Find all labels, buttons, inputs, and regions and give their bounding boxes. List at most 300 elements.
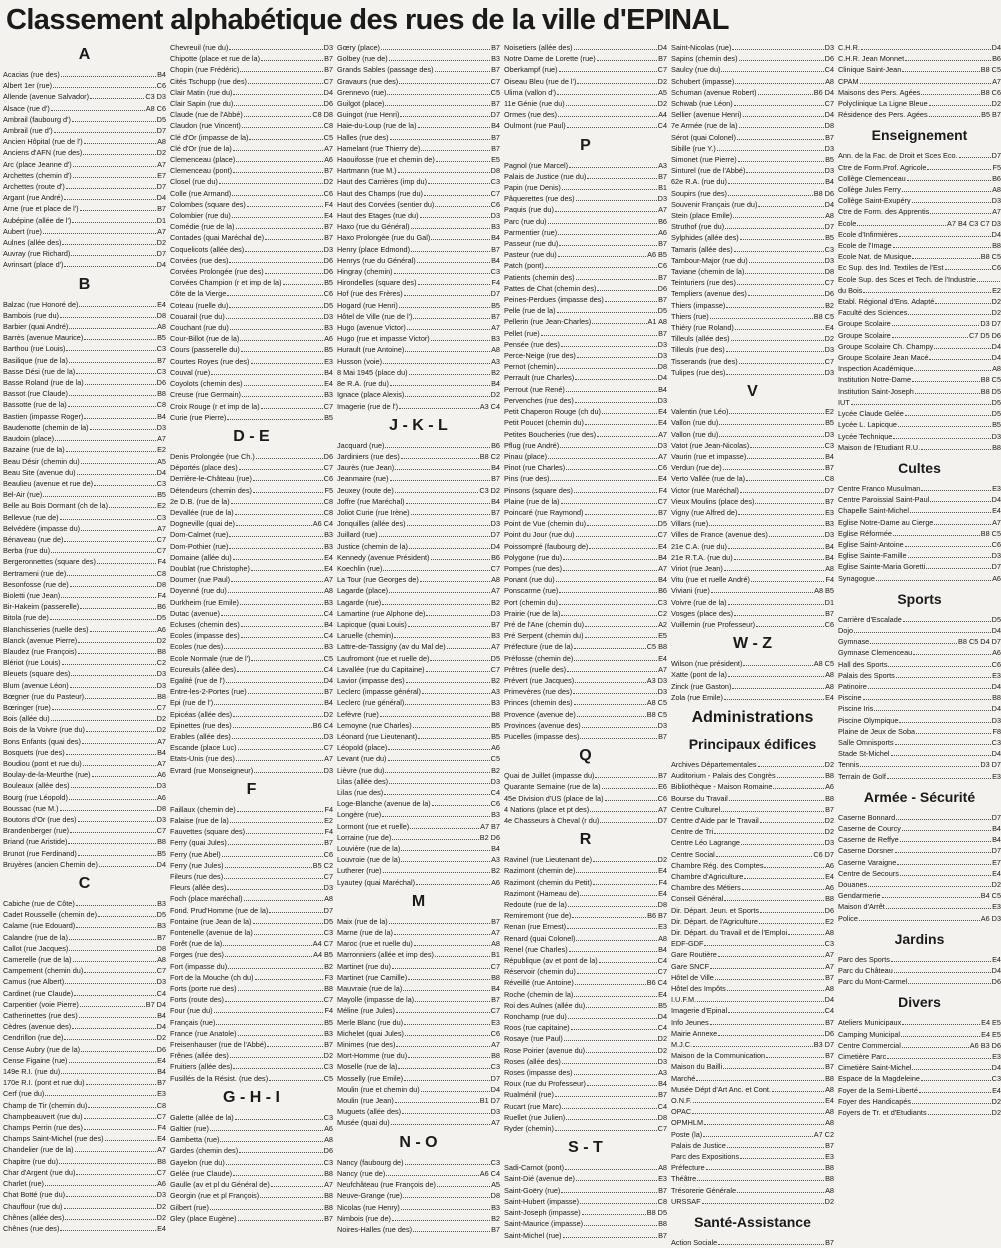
entry-name: Cadet Rousselle (chemin de) xyxy=(3,910,98,920)
dot-leader xyxy=(959,150,991,158)
dot-leader xyxy=(913,647,991,655)
dot-leader xyxy=(66,444,156,452)
index-entry xyxy=(504,899,667,910)
grid-reference: D2 xyxy=(991,1096,1001,1106)
grid-reference: C4 xyxy=(323,631,333,641)
grid-reference: B5 xyxy=(324,278,333,288)
grid-reference: A6 xyxy=(157,1179,166,1189)
index-entry xyxy=(504,42,667,53)
index-entry xyxy=(671,132,834,143)
entry-name: Espace de la Magdeleine xyxy=(838,1074,920,1084)
index-entry xyxy=(671,1196,834,1207)
entry-name: Lycée Technique xyxy=(838,431,893,441)
entry-name: Plaine (rue de la) xyxy=(504,496,560,506)
index-entry xyxy=(3,848,166,859)
dot-leader xyxy=(413,311,490,319)
entry-name: Ambrail (faubourg d') xyxy=(3,114,71,124)
entry-name: Mairie Annexe xyxy=(671,1028,718,1038)
entry-name: Dir. Départ. Jeun. et Sports xyxy=(671,905,760,915)
index-entry xyxy=(337,994,500,1005)
index-entry xyxy=(838,109,1001,120)
dot-leader xyxy=(739,120,824,128)
index-entry xyxy=(838,318,1001,329)
index-entry xyxy=(671,893,834,904)
dot-leader xyxy=(254,765,323,773)
dot-leader xyxy=(421,143,490,151)
dot-leader xyxy=(253,473,323,481)
grid-reference: B6 xyxy=(491,440,500,450)
dot-leader xyxy=(228,961,323,969)
grid-reference: C7 xyxy=(323,872,333,882)
index-entry xyxy=(170,1061,333,1072)
index-entry xyxy=(170,1050,333,1061)
entry-name: Haut des Corvées (sentier du) xyxy=(337,199,435,209)
grid-reference: F4 xyxy=(324,1006,333,1016)
grid-reference: B7 xyxy=(825,1051,834,1061)
entry-name: Foyer de la Semi-Liberté xyxy=(838,1085,918,1095)
dot-leader xyxy=(404,288,490,296)
entry-name: Pinau (place) xyxy=(504,451,547,461)
entry-name: 149e R.I. (rue du) xyxy=(3,1067,61,1077)
grid-reference: A5 xyxy=(658,87,667,97)
index-entry xyxy=(504,720,667,731)
index-entry xyxy=(170,720,333,731)
grid-reference: D4 xyxy=(991,495,1001,505)
dot-leader xyxy=(399,76,489,84)
entry-name: Beau Site (avenue du) xyxy=(3,467,76,477)
dot-leader xyxy=(76,1167,155,1175)
dot-leader xyxy=(574,485,658,493)
entry-name: Forêt (rue de la) xyxy=(170,939,223,949)
grid-reference: B8 xyxy=(825,771,834,781)
dot-leader xyxy=(81,456,156,464)
index-entry xyxy=(671,176,834,187)
index-entry xyxy=(504,227,667,238)
entry-name: Vaurin (rue et impasse) xyxy=(671,451,747,461)
dot-leader xyxy=(73,159,156,167)
dot-leader xyxy=(574,989,657,997)
dot-leader xyxy=(80,203,156,211)
entry-name: Etabl. Régional d'Ens. Adapté xyxy=(838,297,935,307)
index-entry xyxy=(170,574,333,585)
grid-reference: C4 xyxy=(657,956,667,966)
grid-reference: A6 xyxy=(825,782,834,792)
entry-name: Doublat (rue Christophe) xyxy=(170,563,250,573)
index-entry xyxy=(838,64,1001,75)
index-entry xyxy=(170,1005,333,1016)
index-entry xyxy=(3,1144,166,1155)
dot-leader xyxy=(391,1117,490,1125)
index-entry xyxy=(170,849,333,860)
dot-leader xyxy=(729,406,824,414)
entry-name: Collège Saint-Exupéry xyxy=(838,196,911,206)
dot-leader xyxy=(587,518,657,526)
dot-leader xyxy=(561,339,657,347)
grid-reference: A3 xyxy=(491,356,500,366)
index-entry xyxy=(838,53,1001,64)
entry-name: Foch (place maréchal) xyxy=(170,894,243,904)
grid-reference: B4 xyxy=(658,552,667,562)
letter-heading: G - H - I xyxy=(223,1088,280,1106)
grid-reference: D6 xyxy=(824,1028,834,1038)
category-heading: Enseignement xyxy=(871,127,968,144)
grid-reference: D2 xyxy=(156,1201,166,1211)
grid-reference: A6 xyxy=(825,860,834,870)
dot-leader xyxy=(745,266,823,274)
entry-name: Barbier (quai André) xyxy=(3,322,69,332)
entry-name: Marché xyxy=(671,1073,696,1083)
index-entry xyxy=(3,568,166,579)
index-entry xyxy=(504,473,667,484)
entry-name: Gley (place Eugène) xyxy=(170,1213,237,1223)
dot-leader xyxy=(921,87,979,95)
grid-reference: A4 C7 xyxy=(312,939,333,949)
grid-reference: A7 xyxy=(658,451,667,461)
entry-name: Faculté des Sciences xyxy=(838,308,908,318)
grid-reference: F8 xyxy=(992,726,1001,736)
grid-reference: F4 xyxy=(658,485,667,495)
entry-name: Blanck (avenue Pierre) xyxy=(3,635,78,645)
grid-reference: D5 xyxy=(156,613,166,623)
entry-name: Coyolots (chemin des) xyxy=(170,379,243,389)
grid-reference: C8 xyxy=(156,1100,166,1110)
index-entry xyxy=(3,713,166,724)
dot-leader xyxy=(394,630,490,638)
entry-name: du Bois xyxy=(838,285,863,295)
dot-leader xyxy=(54,125,156,133)
index-entry xyxy=(671,440,834,451)
entry-name: Argant (rue André) xyxy=(3,193,64,203)
index-entry xyxy=(504,608,667,619)
entry-name: Croix Rouge (r et imp de la) xyxy=(170,401,260,411)
entry-name: Centre Commercial xyxy=(838,1040,901,1050)
dot-leader xyxy=(236,154,323,162)
index-entry xyxy=(3,758,166,769)
entry-name: Saint-Hubert (impasse) xyxy=(504,1196,580,1206)
entry-name: Aulnes (allée des) xyxy=(3,238,62,248)
index-entry xyxy=(671,681,834,692)
dot-leader xyxy=(69,1055,157,1063)
entry-name: Pinsons (square des) xyxy=(504,485,573,495)
dot-leader xyxy=(706,1162,824,1170)
dot-leader xyxy=(930,494,990,502)
dot-leader xyxy=(773,781,824,789)
dot-leader xyxy=(436,154,490,162)
entry-name: Oiseau Bleu (rue de l') xyxy=(504,76,577,86)
grid-reference: D7 xyxy=(991,151,1001,161)
index-entry xyxy=(671,1017,834,1028)
grid-reference: B6 xyxy=(157,602,166,612)
grid-reference: C6 xyxy=(323,289,333,299)
entry-name: Tennis xyxy=(838,760,860,770)
dot-leader xyxy=(51,713,156,721)
entry-name: Schuman (avenue Robert) xyxy=(671,87,757,97)
index-entry xyxy=(504,451,667,462)
dot-leader xyxy=(435,949,490,957)
index-entry xyxy=(671,300,834,311)
entry-name: Sibille (rue Y.) xyxy=(671,143,716,153)
grid-reference: D2 xyxy=(156,238,166,248)
entry-name: Boussac (rue M.) xyxy=(3,803,59,813)
grid-reference: B4 xyxy=(491,255,500,265)
dot-leader xyxy=(564,1033,657,1041)
entry-name: Victor (rue Maréchal) xyxy=(671,485,739,495)
dot-leader xyxy=(868,681,991,689)
grid-reference: D8 xyxy=(156,310,166,320)
entry-name: Léopold (place) xyxy=(337,743,388,753)
entry-name: Curie (rue Pierre) xyxy=(170,412,227,422)
dot-leader xyxy=(399,300,490,308)
entry-name: Corvées Prolongée (rue des) xyxy=(170,267,264,277)
grid-reference: D3 xyxy=(657,1056,667,1066)
dot-leader xyxy=(67,568,155,576)
dot-leader xyxy=(238,1028,324,1036)
grid-reference: B7 xyxy=(491,619,500,629)
dot-leader xyxy=(251,653,322,661)
dot-leader xyxy=(416,877,490,885)
entry-name: Fusillés de la Résist. (rue des) xyxy=(170,1073,269,1083)
entry-name: Voivre (rue de la) xyxy=(671,597,727,607)
index-entry xyxy=(170,221,333,232)
dot-leader xyxy=(902,64,979,72)
dot-leader xyxy=(405,697,490,705)
entry-name: Mort-Homme (rue du) xyxy=(337,1051,408,1061)
index-entry xyxy=(838,397,1001,408)
dot-leader xyxy=(386,1168,478,1176)
index-column xyxy=(671,42,834,1248)
grid-reference: A3 xyxy=(658,1068,667,1078)
grid-reference: A7 xyxy=(157,159,166,169)
grid-reference: C3 xyxy=(991,1074,1001,1084)
entry-name: Martinet (rue Camille) xyxy=(337,972,408,982)
dot-leader xyxy=(743,109,824,117)
dot-leader xyxy=(725,221,824,229)
index-entry xyxy=(504,372,667,383)
entry-name: 45e Division d'US (place de la) xyxy=(504,793,604,803)
dot-leader xyxy=(409,367,490,375)
grid-reference: D2 xyxy=(156,1033,166,1043)
dot-leader xyxy=(72,114,156,122)
dot-leader xyxy=(61,1066,156,1074)
index-entry xyxy=(337,798,500,809)
dot-leader xyxy=(403,1190,489,1198)
grid-reference: D3 xyxy=(323,43,333,52)
index-entry xyxy=(838,636,1001,647)
index-entry xyxy=(838,614,1001,625)
dot-leader xyxy=(882,890,980,898)
entry-name: Bois de la Voivre (rue du) xyxy=(3,725,85,735)
dot-leader xyxy=(447,641,490,649)
grid-reference: A7 xyxy=(658,205,667,215)
dot-leader xyxy=(605,294,657,302)
entry-name: Halles (rue des) xyxy=(337,132,389,142)
index-entry xyxy=(170,1112,333,1123)
grid-reference: B6 B7 xyxy=(647,911,667,921)
entry-name: Chandelier (rue de la) xyxy=(3,1145,74,1155)
dot-leader xyxy=(216,1017,323,1025)
entry-name: Cerf (rue du) xyxy=(3,1089,45,1099)
index-entry xyxy=(504,216,667,227)
index-entry xyxy=(170,837,333,848)
grid-reference: E3 xyxy=(992,670,1001,680)
index-entry xyxy=(838,954,1001,965)
grid-reference: B6 xyxy=(992,173,1001,183)
dot-leader xyxy=(251,356,324,364)
index-entry xyxy=(504,316,667,327)
entry-name: Tisserands (rue des) xyxy=(671,356,738,366)
index-entry xyxy=(504,865,667,876)
grid-reference: E4 xyxy=(157,1223,166,1233)
index-section xyxy=(337,415,500,888)
index-entry xyxy=(504,815,667,826)
grid-reference: D6 xyxy=(323,99,333,109)
index-entry xyxy=(3,612,166,623)
letter-heading: W - Z xyxy=(732,635,773,653)
dot-leader xyxy=(43,226,156,234)
grid-reference: B6 xyxy=(992,54,1001,64)
grid-reference: D4 xyxy=(991,341,1001,351)
dot-leader xyxy=(65,976,155,984)
dot-leader xyxy=(584,1218,657,1226)
index-entry xyxy=(337,854,500,865)
grid-reference: B8 xyxy=(825,894,834,904)
dot-leader xyxy=(929,109,980,117)
dot-leader xyxy=(388,742,490,750)
entry-name: Denis Prolongée (rue Ch.) xyxy=(170,451,255,461)
grid-reference: D8 xyxy=(824,267,834,277)
entry-name: Poissompré (faubourg de) xyxy=(504,541,589,551)
grid-reference: B4 xyxy=(825,541,834,551)
entry-name: Ann. de la Fac. de Droit et Sces Eco. xyxy=(838,151,958,161)
index-entry xyxy=(3,411,166,422)
entry-name: Grennevo (rue) xyxy=(337,87,387,97)
index-entry xyxy=(671,221,834,232)
dot-leader xyxy=(569,944,657,952)
index-entry xyxy=(3,377,166,388)
grid-reference: A8 xyxy=(825,1185,834,1195)
grid-reference: D3 xyxy=(490,211,500,221)
entry-name: Quai de Juillet (impasse du) xyxy=(504,771,595,781)
grid-reference: A6 xyxy=(992,648,1001,658)
letter-heading: N - O xyxy=(399,1133,438,1151)
entry-name: Bassotte (rue de la) xyxy=(3,400,67,410)
entry-name: Claudon (rue Vincent) xyxy=(170,121,241,131)
dot-leader xyxy=(238,742,323,750)
grid-reference: D7 xyxy=(824,222,834,232)
index-section xyxy=(170,779,333,1084)
entry-name: Gelée (rue Claude) xyxy=(170,1168,233,1178)
dot-leader xyxy=(66,747,156,755)
index-entry xyxy=(504,361,667,372)
index-entry xyxy=(170,109,333,120)
index-entry xyxy=(170,552,333,563)
entry-name: Cense Aubry (rue de la) xyxy=(3,1044,81,1054)
grid-reference: C3 xyxy=(323,1157,333,1167)
grid-reference: E6 xyxy=(658,782,667,792)
index-entry xyxy=(3,976,166,987)
index-entry xyxy=(3,1010,166,1021)
entry-name: Vallon (rue du) xyxy=(671,418,719,428)
entry-name: 8 Mai 1945 (place du) xyxy=(337,367,408,377)
entry-name: Viviani (rue) xyxy=(671,586,710,596)
grid-reference: A8 xyxy=(825,984,834,994)
grid-reference: B2 xyxy=(324,961,333,971)
index-section xyxy=(504,135,667,743)
dot-leader xyxy=(557,87,657,95)
index-entry xyxy=(170,893,333,904)
entry-name: Renan (rue Ernest) xyxy=(504,922,567,932)
dot-leader xyxy=(261,401,323,409)
dot-leader xyxy=(903,614,991,622)
index-entry xyxy=(3,467,166,478)
dot-leader xyxy=(55,433,156,441)
dot-leader xyxy=(556,574,657,582)
grid-reference: C3 D3 xyxy=(145,92,166,102)
grid-reference: A6 xyxy=(324,334,333,344)
dot-leader xyxy=(764,860,824,868)
grid-reference: B7 xyxy=(491,99,500,109)
entry-name: Dom-Calmet (rue) xyxy=(170,530,229,540)
index-column xyxy=(3,42,166,1237)
index-entry xyxy=(170,76,333,87)
entry-name: Patinoire xyxy=(838,681,867,691)
dot-leader xyxy=(737,132,824,140)
index-entry xyxy=(838,307,1001,318)
dot-leader xyxy=(395,485,479,493)
dot-leader xyxy=(899,229,991,237)
dot-leader xyxy=(71,780,156,788)
grid-reference: E3 xyxy=(992,1052,1001,1062)
index-section xyxy=(170,426,333,776)
grid-reference: E3 xyxy=(658,922,667,932)
index-entry xyxy=(170,563,333,574)
dot-leader xyxy=(229,541,323,549)
grid-reference: C7 xyxy=(824,356,834,366)
grid-reference: D7 xyxy=(991,812,1001,822)
dot-leader xyxy=(64,534,155,542)
dot-leader xyxy=(912,1062,990,1070)
dot-leader xyxy=(732,681,824,689)
grid-reference: C7 xyxy=(323,995,333,1005)
index-entry xyxy=(671,210,834,221)
index-entry xyxy=(170,709,333,720)
entry-name: Gymnase Clemenceau xyxy=(838,648,913,658)
index-entry xyxy=(3,657,166,668)
dot-leader xyxy=(718,949,824,957)
dot-leader xyxy=(733,210,824,218)
grid-reference: A7 xyxy=(491,1118,500,1128)
dot-leader xyxy=(90,422,156,430)
dot-leader xyxy=(726,300,824,308)
dot-leader xyxy=(229,42,322,50)
dot-leader xyxy=(568,1011,657,1019)
grid-reference: D5 xyxy=(991,614,1001,624)
dot-leader xyxy=(230,815,323,823)
grid-reference: C4 xyxy=(323,608,333,618)
index-entry xyxy=(3,1044,166,1055)
entry-name: Conseil Général xyxy=(671,894,724,904)
entry-name: Clinique Saint-Jean xyxy=(838,65,902,75)
grid-reference: D4 xyxy=(991,749,1001,759)
dot-leader xyxy=(737,1185,824,1193)
index-section xyxy=(3,274,166,870)
dot-leader xyxy=(896,670,991,678)
index-entry xyxy=(504,160,667,171)
index-entry xyxy=(504,1033,667,1044)
grid-reference: A2 xyxy=(658,619,667,629)
grid-reference: D8 xyxy=(156,943,166,953)
dot-leader xyxy=(734,608,824,616)
